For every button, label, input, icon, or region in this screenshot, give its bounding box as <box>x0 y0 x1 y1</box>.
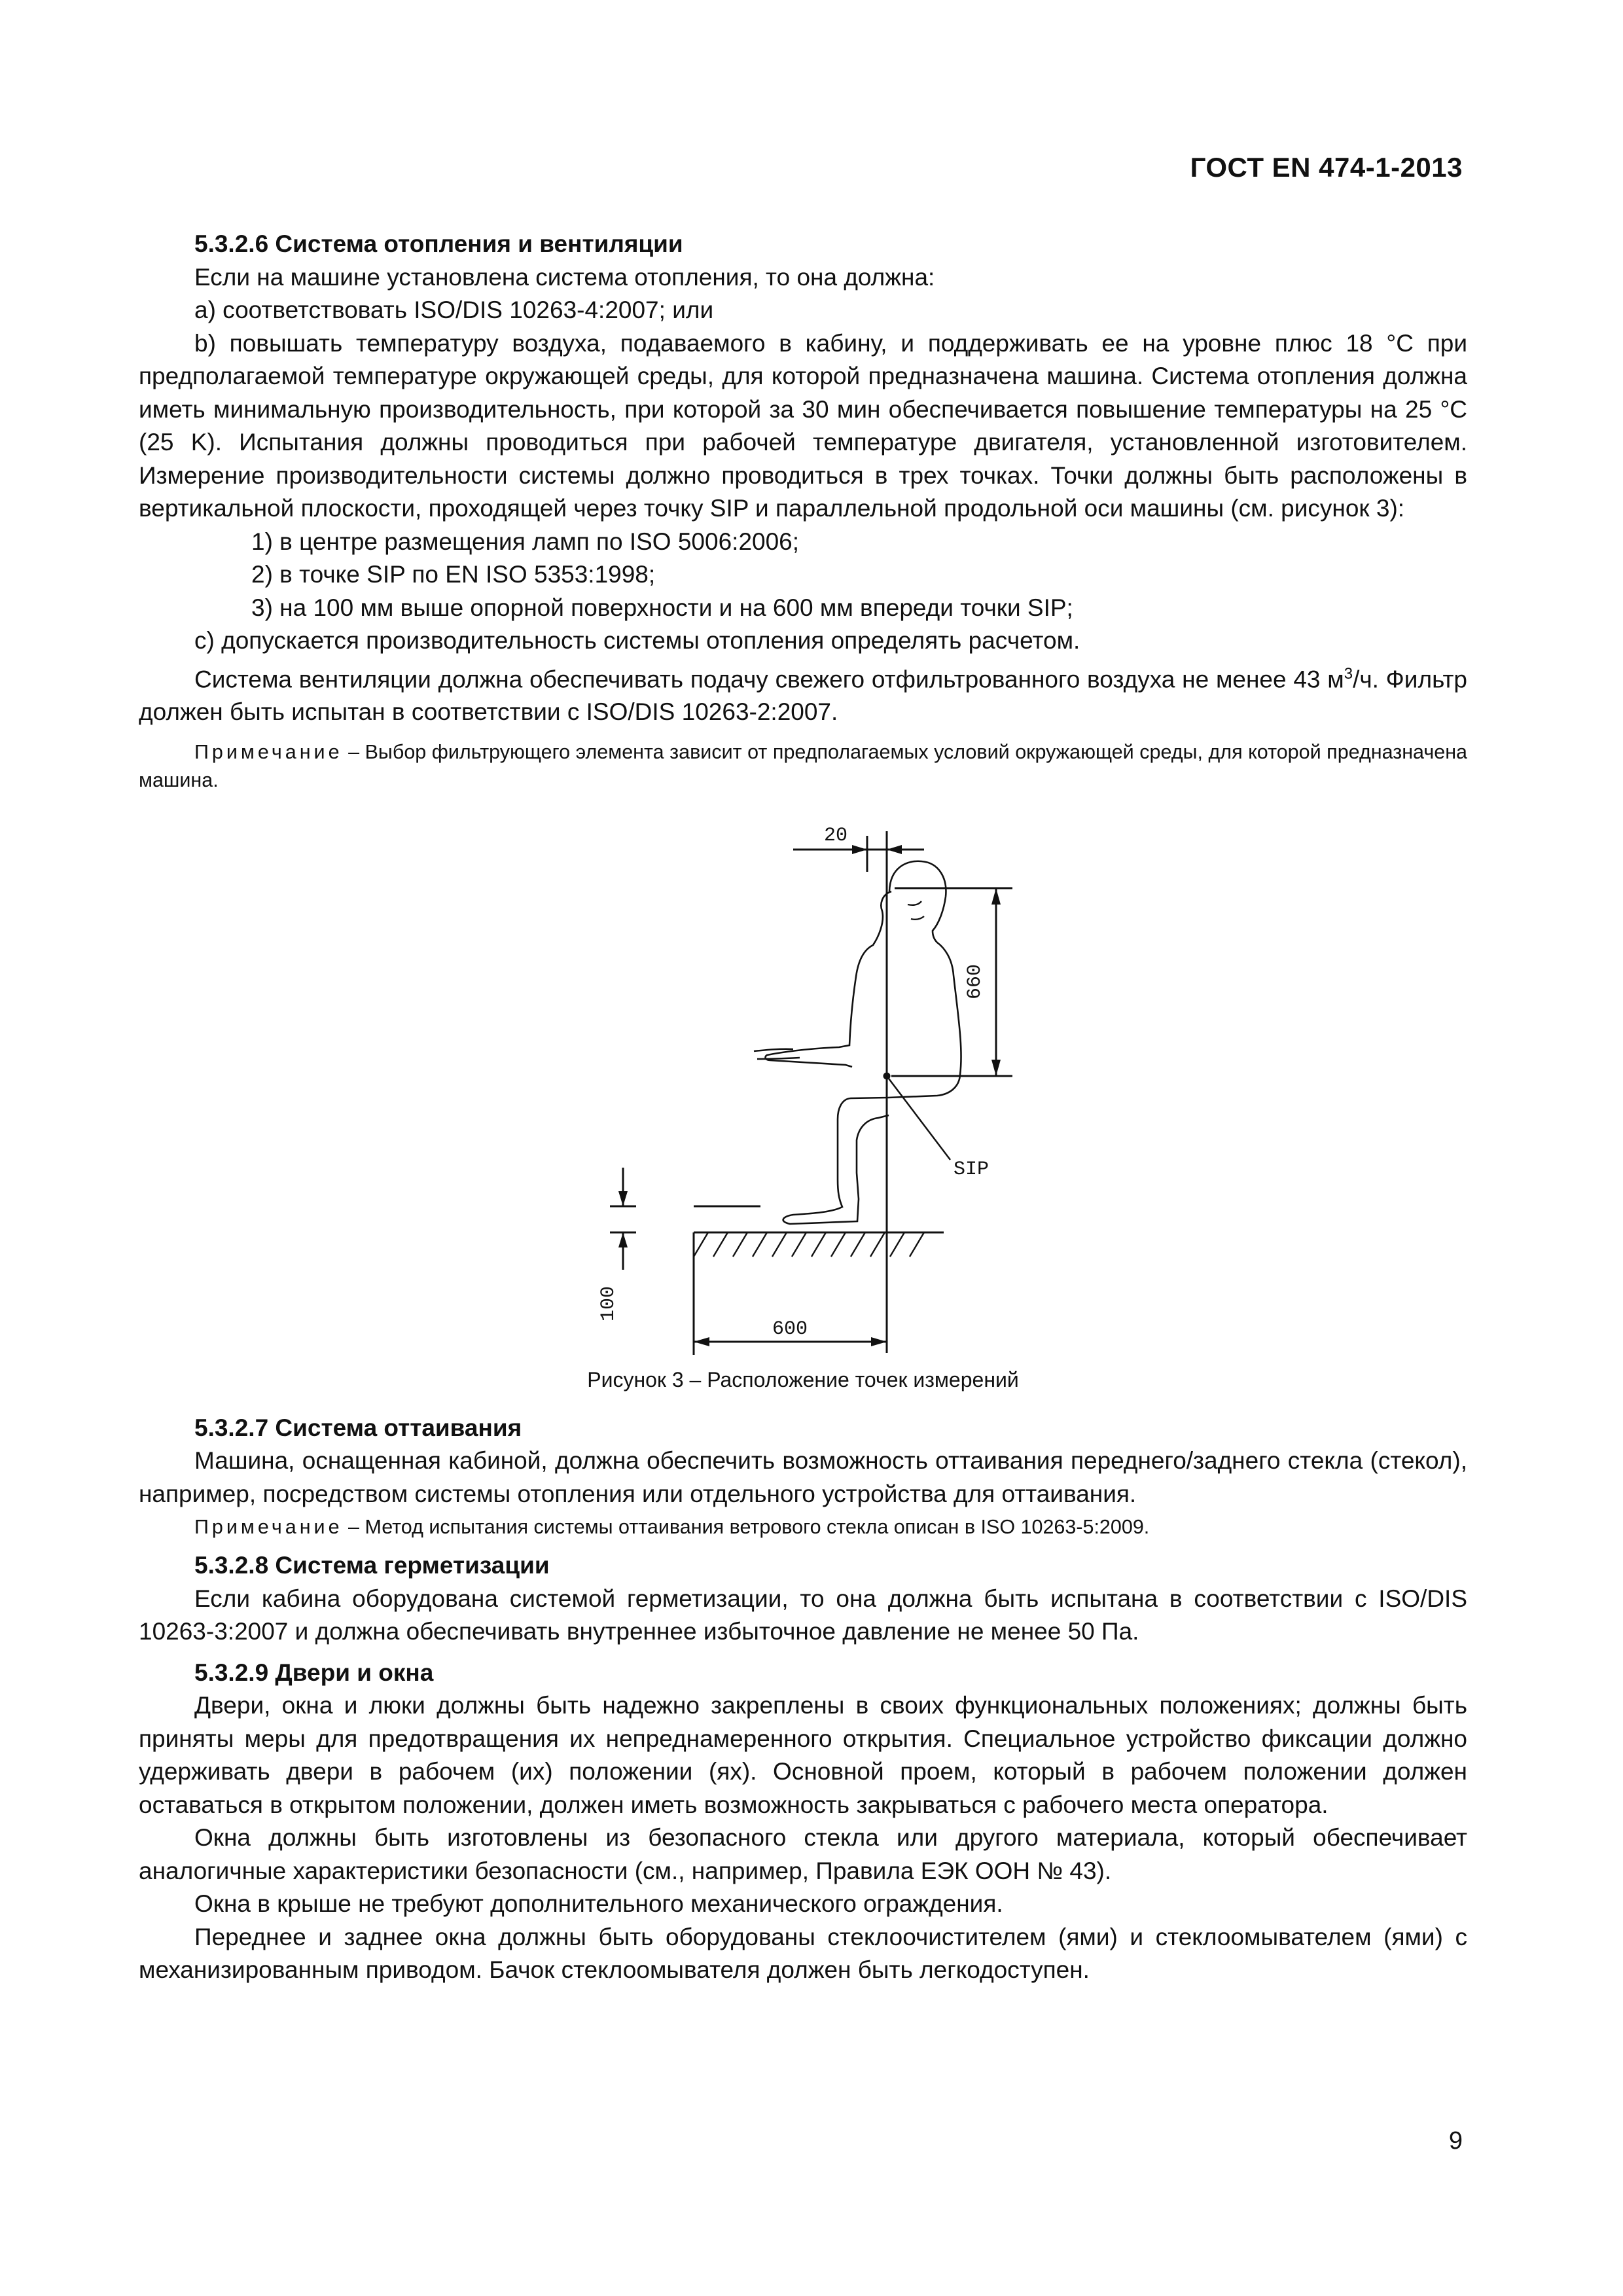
sub-item-3: 3) на 100 мм выше опорной поверхности и на 600 мм впереди точки SIP; <box>251 594 1073 621</box>
note-label: Примечание <box>194 1516 343 1539</box>
sub-item-2: 2) в точке SIP по EN ISO 5353:1998; <box>251 561 656 588</box>
sip-label: SIP <box>953 1158 990 1181</box>
paragraph: Двери, окна и люки должны быть надежно закреплены в своих функциональных положениях; должны быть приняты меры для предотвращения их непреднамеренного открытия. Специальное устройство фиксации должно удерживать двери в рабочем (их) положении (ях). Основной проем, который в рабочем положении должен оставаться в открытом положении, должен иметь возможность закрываться с рабочего места оператора. <box>139 1692 1467 1818</box>
note-5326 <box>139 738 1467 795</box>
ventilation-paragraph <box>139 658 1467 729</box>
note-label: Примечание <box>194 740 343 763</box>
section-title-5327: 5.3.2.7 Система оттаивания <box>194 1414 522 1441</box>
measurement-points-drawing <box>139 806 1467 1366</box>
section-title-5328: 5.3.2.8 Система герметизации <box>194 1552 550 1579</box>
section-title-5329: 5.3.2.9 Двери и окна <box>194 1659 434 1686</box>
page-number: 9 <box>1448 2127 1463 2155</box>
paragraph: Окна в крыше не требуют дополнительного механического ограждения. <box>194 1890 1003 1918</box>
paragraph: Машина, оснащенная кабиной, должна обеспечить возможность оттаивания переднего/заднего стекла (стекол), например, посредством системы отопления или отдельного устройства для оттаивания. <box>139 1447 1467 1507</box>
note-5327 <box>139 1513 1467 1541</box>
vent-text-1: Система вентиляции должна обеспечивать подачу свежего отфильтрованного воздуха не менее 43 м <box>194 665 1344 692</box>
list-item-a: а) соответствовать ISO/DIS 10263-4:2007; или <box>194 296 714 323</box>
dim-20-label: 20 <box>823 824 848 847</box>
ground-hatching <box>694 1232 924 1257</box>
dim-660-label: 660 <box>964 963 986 999</box>
note-text: – Метод испытания системы оттаивания ветрового стекла описан в ISO 10263-5:2009. <box>342 1516 1150 1539</box>
document-body <box>139 228 1467 1987</box>
sip-leader <box>887 1076 950 1160</box>
vent-text-2: /ч. Фильтр должен быть испытан в соответствии с ISO/DIS 10263-2:2007. <box>139 665 1467 726</box>
dim-100-label: 100 <box>597 1285 620 1321</box>
section-title-5326: 5.3.2.6 Система отопления и вентиляции <box>194 230 683 257</box>
dim-600-label: 600 <box>772 1318 808 1340</box>
note-text: – Выбор фильтрующего элемента зависит от предполагаемых условий окружающей среды, для которой предназначена машина. <box>139 740 1467 791</box>
figure-3 <box>139 806 1467 1366</box>
paragraph: Если кабина оборудована системой герметизации, то она должна быть испытана в соответствии с ISO/DIS 10263-3:2007 и должна обеспечивать внутреннее избыточное давление не менее 50 Па. <box>139 1585 1467 1645</box>
sip-point-marker <box>883 1072 891 1079</box>
paragraph: Если на машине установлена система отопления, то она должна: <box>194 263 935 291</box>
sub-item-1: 1) в центре размещения ламп по ISO 5006:2006; <box>251 528 800 555</box>
vent-superscript: 3 <box>1344 664 1353 683</box>
list-item-c: с) допускается производительность системы отопления определять расчетом. <box>194 627 1080 654</box>
arrowheads <box>618 845 1001 1346</box>
paragraph: Переднее и заднее окна должны быть оборудованы стеклоочистителем (ями) и стеклоомывателем (ями) с механизированным приводом. Бачок стеклоомывателя должен быть легкодоступен. <box>139 1923 1467 1984</box>
paragraph: Окна должны быть изготовлены из безопасного стекла или другого материала, который обеспечивает аналогичные характеристики безопасности (см., например, Правила ЕЭК ООН № 43). <box>139 1824 1467 1884</box>
seated-figure <box>783 861 961 1224</box>
list-item-b: b) повышать температуру воздуха, подаваемого в кабину, и поддерживать ее на уровне плюс 18 °С при предполагаемой температуре окружающей среды, для которой предназначена машина. Система отопления должна иметь минимальную производительность, при которой за 30 мин обеспечивается повышение температуры на 25 °С (25 K). Испытания должны проводиться при рабочей температуре двигателя, установленной изготовителем. Измерение производительности системы должно проводиться в трех точках. Точки должны быть расположены в вертикальной плоскости, проходящей через точку SIP и параллельной продольной оси машины (см. рисунок 3): <box>139 329 1467 522</box>
page-header-standard-code: ГОСТ EN 474-1-2013 <box>1190 152 1463 183</box>
figure-caption: Рисунок 3 – Расположение точек измерений <box>587 1367 1019 1391</box>
